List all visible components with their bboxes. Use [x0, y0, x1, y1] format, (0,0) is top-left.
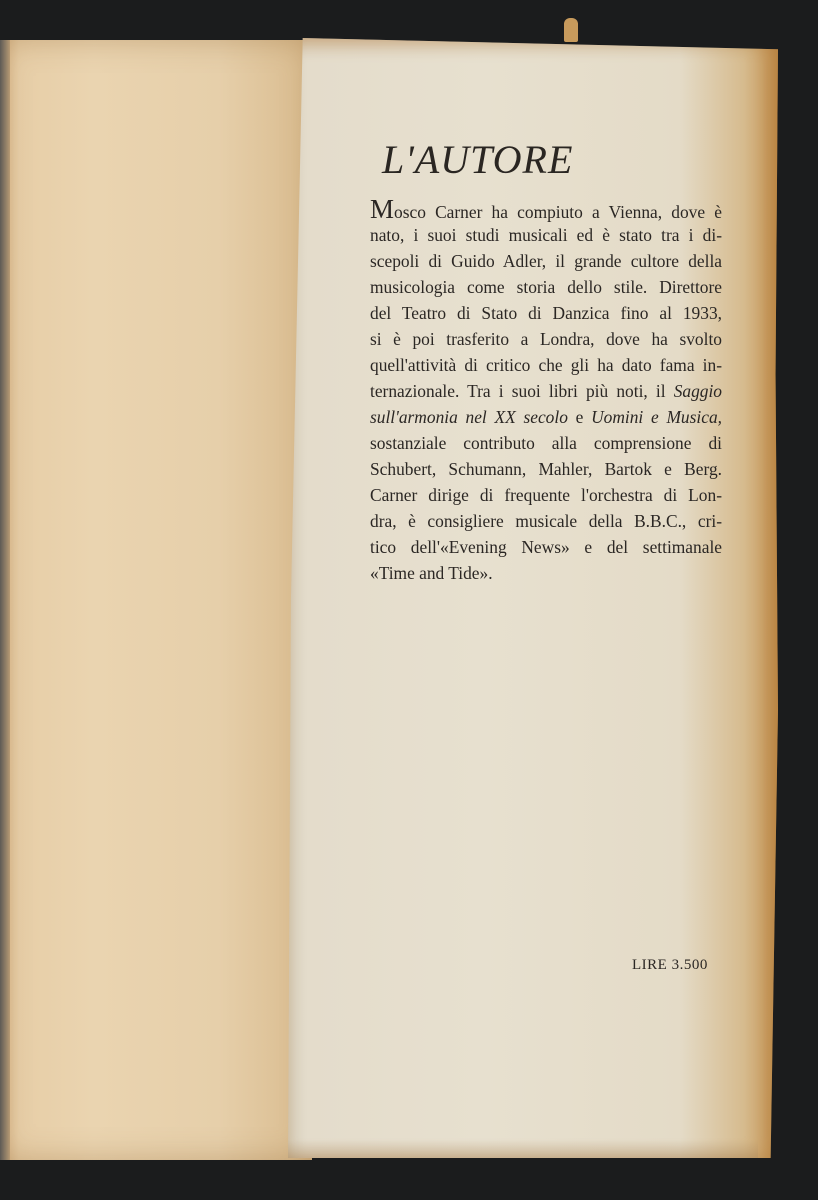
- bio-line: quell'attività di critico che gli ha dato fama in-: [370, 355, 722, 375]
- price-label: LIRE 3.500: [632, 957, 708, 973]
- author-biography: [370, 196, 722, 586]
- bio-dropcap: M: [370, 194, 395, 224]
- bio-line: Carner dirige di frequente l'orchestra di Lon-: [370, 485, 722, 505]
- bio-line: ternazionale. Tra i suoi libri più noti, il Saggio: [370, 381, 722, 401]
- page-edge: [0, 40, 10, 1160]
- torn-corner: [564, 18, 578, 42]
- bio-line: scepoli di Guido Adler, il grande cultore della: [370, 251, 722, 271]
- bio-line: si è poi trasferito a Londra, dove ha svolto: [370, 329, 722, 349]
- bio-line: Mosco Carner ha compiuto a Vienna, dove è: [370, 194, 722, 224]
- bio-line: nato, i suoi studi musicali ed è stato tra i di-: [370, 225, 722, 245]
- bio-line: Schubert, Schumann, Mahler, Bartok e Berg.: [370, 459, 722, 479]
- bio-line: sull'armonia nel XX secolo e Uomini e Musica,: [370, 407, 722, 427]
- bio-line: del Teatro di Stato di Danzica fino al 1933,: [370, 303, 722, 323]
- author-section-title: L'AUTORE: [382, 137, 574, 182]
- book-title: Uomini e Musica,: [591, 407, 722, 427]
- bio-line: tico dell'«Evening News» e del settimanale: [370, 537, 722, 557]
- book-title: sull'armonia nel XX secolo: [370, 407, 568, 427]
- bio-line: dra, è consigliere musicale della B.B.C., cri-: [370, 511, 722, 531]
- bio-line: musicologia come storia dello stile. Direttore: [370, 277, 722, 297]
- left-endpaper: [0, 40, 312, 1160]
- bio-line: sostanziale contributo alla comprensione di: [370, 433, 722, 453]
- book-title: Saggio: [673, 381, 722, 401]
- flap-fold-shadow: [288, 1140, 758, 1158]
- bio-line: «Time and Tide».: [370, 563, 493, 583]
